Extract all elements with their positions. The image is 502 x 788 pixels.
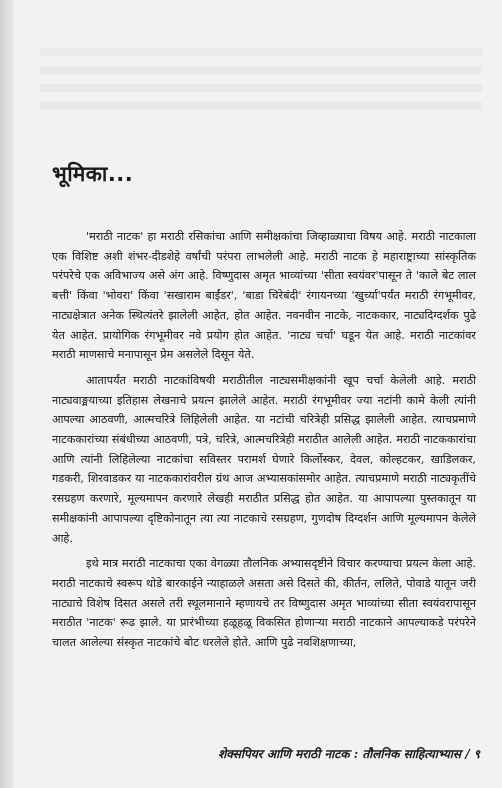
paragraph-1: 'मराठी नाटक' हा मराठी रसिकांचा आणि समीक्षकांचा जिव्हाळ्याचा विषय आहे. मराठी नाटकाला एक विशिष्ट अशी शंभर-दीडशेहे वर्षांची परंपरा लाभलेली आहे. मराठी नाटक हे महाराष्ट्राच्या सांस्कृतिक परंपरेचे एक अविभाज्य असे अंग आहे. विष्णुदास अमृत भाव्यांच्या 'सीता स्वयंवर'पासून ते 'काले बेट लाल बत्ती' किंवा 'भोवरा' किंवा 'सखाराम बाईंडर', 'बाडा चिरेबंदी' रंगायनच्या 'खुर्च्या'पर्यंत मराठी रंगभूमीवर, नाट्यक्षेत्रात अनेक स्थित्यंतरे झालेली आहेत, होत आहेत. नवनवीन नाटके, नाटककार, नाट्यदिग्दर्शक पुढे येत आहेत. प्रायोगिक रंगभूमीवर नवे प्रयोग होत आहेत. 'नाट्य चर्चा' घडून येत आहे. मराठी नाटकांवर मराठी माणसाचे मनापासून प्रेम असलेले दिसून येते.	[52, 230, 476, 362]
show-through-text	[40, 48, 482, 120]
paragraph-2: आतापर्यंत मराठी नाटकांविषयी मराठीतील नाट्यसमीक्षकांनी खूप चर्चा केलेली आहे. मराठी नाट्यवाङ्मयाच्या इतिहास लेखनाचे प्रयत्न झालेले आहेत. मराठी रंगभूमीवर ज्या नटांनी कामे केली त्यांनी आपल्या आठवणी, आत्मचरित्रे लिहिलेली आहेत. या नटांची चरित्रेही प्रसिद्ध झालेली आहेत. त्याचप्रमाणे नाटककारांच्या संबंधीच्या आठवणी, पत्रे, चरित्रे, आत्मचरित्रेही मराठीत आलेली आहेत. मराठी नाटककारांचा आणि त्यांनी लिहिलेल्या नाटकांचा सविस्तर परामर्श घेणारे किर्लोस्कर, देवल, कोल्हटकर, खाडिलकर, गडकरी, शिरवाडकर या नाटककारांवरील ग्रंथ आज अभ्यासकांसमोर आहेत. त्याचप्रमाणे मराठी नाट्यकृतींचे रसग्रहण करणारे, मूल्यमापन करणारे लेखही मराठीत प्रसिद्ध होत आहेत. या आपापल्या पुस्तकातून या समीक्षकांनी आपापल्या दृष्टिकोनातून त्या त्या नाटकाचे रसग्रहण, गुणदोष दिग्दर्शन आणि मूल्यमापन केलेले आहे.	[52, 373, 476, 545]
page-edge-shadow	[0, 0, 14, 788]
paragraph-3: इथे मात्र मराठी नाटकाचा एका वेगळ्या तौलनिक अभ्यासदृष्टीने विचार करण्याचा प्रयत्न केला आहे. मराठी नाटकाचे स्वरूप थोडे बारकाईने न्याहाळले असता असे दिसते की, कीर्तन, ललिते, पोवाडे यातून जरी नाट्याचे विशेष दिसत असले तरी स्थूलमानाने म्हणायचे तर विष्णुदास अमृत भाव्यांच्या सीता स्वयंवरापासून मराठीत 'नाटक' रूढ झाले. या प्रारंभीच्या हळूहळू विकसित होणाऱ्या मराठी नाटकाने आपल्याकडे परंपरेने चालत आलेल्या संस्कृत नाटकांचे बोट धरलेले होते. आणि पुढे नवशिक्षणाच्या,	[52, 557, 476, 650]
body-text	[52, 227, 476, 653]
running-footer: शेक्सपियर आणि मराठी नाटक : तौलनिक साहित्याभ्यास / ९	[218, 747, 480, 761]
page-heading: भूमिका...	[52, 162, 134, 186]
